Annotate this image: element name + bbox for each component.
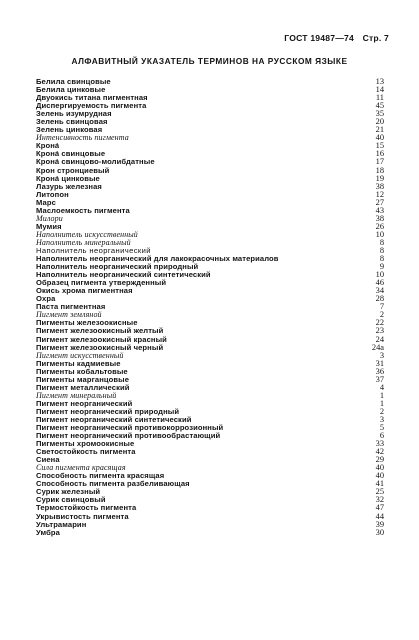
index-entry	[36, 521, 384, 529]
term-label: Охра	[36, 294, 56, 304]
term-label: Крона́ свинцовые	[36, 149, 106, 159]
term-reference-number: 3	[379, 414, 384, 424]
term-reference-number: 38	[375, 181, 384, 191]
term-label: Пигмент земляной	[36, 310, 102, 320]
term-index-list	[36, 78, 384, 537]
page-header	[284, 33, 389, 43]
term-label: Наполнитель неорганический	[36, 245, 151, 255]
term-reference-number: 1	[379, 398, 384, 408]
page-number: Стр. 7	[362, 33, 389, 43]
term-label: Литопон	[36, 189, 69, 199]
term-label: Наполнитель неорганический природный	[36, 262, 199, 272]
term-reference-number: 11	[375, 93, 384, 103]
term-label: Образец пигмента утвержденный	[36, 278, 167, 288]
term-label: Способность пигмента разбеливающая	[36, 479, 190, 489]
term-reference-number: 47	[375, 503, 384, 513]
term-label: Сила пигмента красящая	[36, 463, 126, 473]
term-label: Сиена	[36, 455, 60, 465]
term-reference-number: 10	[375, 270, 384, 280]
term-reference-number: 1	[379, 390, 384, 400]
term-reference-number: 19	[375, 173, 384, 183]
term-reference-number: 35	[375, 109, 384, 119]
term-reference-number: 36	[375, 366, 384, 376]
term-reference-number: 10	[375, 229, 384, 239]
term-label: Диспергируемость пигмента	[36, 101, 147, 111]
term-reference-number: 21	[375, 125, 384, 135]
term-reference-number: 41	[375, 479, 384, 489]
term-label: Пигмент неорганический противообрастающий	[36, 431, 221, 441]
term-label: Милори	[36, 213, 63, 223]
index-entry	[36, 191, 384, 199]
index-title: АЛФАВИТНЫЙ УКАЗАТЕЛЬ ТЕРМИНОВ НА РУССКОМ ЯЗЫКЕ	[71, 56, 348, 66]
term-reference-number: 9	[379, 262, 384, 272]
term-reference-number: 26	[375, 221, 384, 231]
term-reference-number: 46	[375, 278, 384, 288]
term-label: Пигмент металлический	[36, 382, 130, 392]
term-label: Маслоемкость пигмента	[36, 205, 130, 215]
term-reference-number: 8	[379, 245, 384, 255]
term-label: Пигмент неорганический природный	[36, 406, 180, 416]
term-reference-number: 30	[375, 527, 384, 537]
term-label: Зелень свинцовая	[36, 117, 108, 127]
term-reference-number: 20	[375, 117, 384, 127]
term-reference-number: 44	[375, 511, 384, 521]
term-reference-number: 2	[379, 310, 384, 320]
term-reference-number: 7	[379, 302, 384, 312]
term-label: Способность пигмента красящая	[36, 471, 165, 481]
term-label: Пигменты кадмиевые	[36, 358, 121, 368]
term-label: Пигмент железоокисный желтый	[36, 326, 164, 336]
term-label: Пигмент железоокисный черный	[36, 342, 164, 352]
term-label: Двуокись титана пигментная	[36, 93, 148, 103]
index-entry	[36, 134, 384, 142]
term-reference-number: 14	[375, 85, 384, 95]
term-label: Крона́	[36, 141, 60, 151]
index-entry	[36, 215, 384, 223]
standard-number: ГОСТ 19487—74	[284, 33, 354, 43]
index-entry	[36, 207, 384, 215]
term-label: Наполнитель искусственный	[36, 229, 138, 239]
index-entry	[36, 448, 384, 456]
term-label: Умбра	[36, 527, 60, 537]
term-reference-number: 32	[375, 495, 384, 505]
term-reference-number: 22	[375, 318, 384, 328]
term-reference-number: 28	[375, 294, 384, 304]
term-label: Пигмент неорганический синтетический	[36, 414, 192, 424]
term-label: Белила цинковые	[36, 85, 106, 95]
term-label: Сурик железный	[36, 487, 101, 497]
term-label: Светостойкость пигмента	[36, 447, 136, 457]
term-reference-number: 29	[375, 455, 384, 465]
term-label: Зелень цинковая	[36, 125, 103, 135]
term-label: Пигмент неорганический противокоррозионный	[36, 423, 224, 433]
index-entry	[36, 287, 384, 295]
term-reference-number: 33	[375, 439, 384, 449]
term-label: Крона́ цинковые	[36, 173, 100, 183]
term-label: Пигменты кобальтовые	[36, 366, 128, 376]
term-reference-number: 38	[375, 213, 384, 223]
term-reference-number: 8	[379, 254, 384, 264]
term-reference-number: 42	[375, 447, 384, 457]
term-reference-number: 39	[375, 519, 384, 529]
index-entry	[36, 513, 384, 521]
term-label: Пигмент железоокисный красный	[36, 334, 167, 344]
term-label: Наполнитель неорганический для лакокрасочных материалов	[36, 254, 279, 264]
term-reference-number: 13	[375, 77, 384, 86]
term-reference-number: 34	[375, 286, 384, 296]
term-reference-number: 5	[379, 423, 384, 433]
term-reference-number: 45	[375, 101, 384, 111]
term-reference-number: 2	[379, 406, 384, 416]
term-reference-number: 16	[375, 149, 384, 159]
term-label: Зелень изумрудная	[36, 109, 112, 119]
term-label: Пигмент неорганический	[36, 398, 133, 408]
term-label: Крон стронциевый	[36, 165, 110, 175]
term-label: Наполнитель неорганический синтетический	[36, 270, 211, 280]
term-label: Пигменты хромоокисные	[36, 439, 135, 449]
term-reference-number: 12	[375, 189, 384, 199]
term-label: Паста пигментная	[36, 302, 106, 312]
term-reference-number: 37	[375, 374, 384, 384]
term-reference-number: 17	[375, 157, 384, 167]
term-label: Крона́ свинцово-молибдатные	[36, 157, 155, 167]
term-label: Пигменты марганцовые	[36, 374, 130, 384]
term-label: Наполнитель минеральный	[36, 237, 131, 247]
term-reference-number: 15	[375, 141, 384, 151]
term-label: Интенсивность пигмента	[36, 133, 129, 143]
term-reference-number: 24а	[371, 342, 384, 352]
index-entry	[36, 183, 384, 191]
term-reference-number: 43	[375, 205, 384, 215]
term-reference-number: 40	[375, 471, 384, 481]
term-reference-number: 6	[379, 431, 384, 441]
term-label: Пигмент искусственный	[36, 350, 124, 360]
term-reference-number: 31	[375, 358, 384, 368]
term-label: Окись хрома пигментная	[36, 286, 133, 296]
term-label: Мумия	[36, 221, 62, 231]
term-label: Лазурь железная	[36, 181, 102, 191]
term-label: Марс	[36, 197, 56, 207]
term-reference-number: 3	[379, 350, 384, 360]
index-entry	[36, 529, 384, 537]
term-reference-number: 23	[375, 326, 384, 336]
term-reference-number: 4	[379, 382, 384, 392]
term-label: Пигмент минеральный	[36, 390, 117, 400]
term-label: Пигменты железоокисные	[36, 318, 138, 328]
term-label: Ультрамарин	[36, 519, 87, 529]
term-reference-number: 25	[375, 487, 384, 497]
term-label: Укрывистость пигмента	[36, 511, 129, 521]
term-reference-number: 27	[375, 197, 384, 207]
term-reference-number: 18	[375, 165, 384, 175]
term-label: Сурик свинцовый	[36, 495, 106, 505]
term-reference-number: 24	[375, 334, 384, 344]
term-reference-number: 8	[379, 237, 384, 247]
term-reference-number: 40	[375, 463, 384, 473]
term-label: Термостойкость пигмента	[36, 503, 137, 513]
term-label: Белила свинцовые	[36, 77, 111, 86]
term-reference-number: 40	[375, 133, 384, 143]
